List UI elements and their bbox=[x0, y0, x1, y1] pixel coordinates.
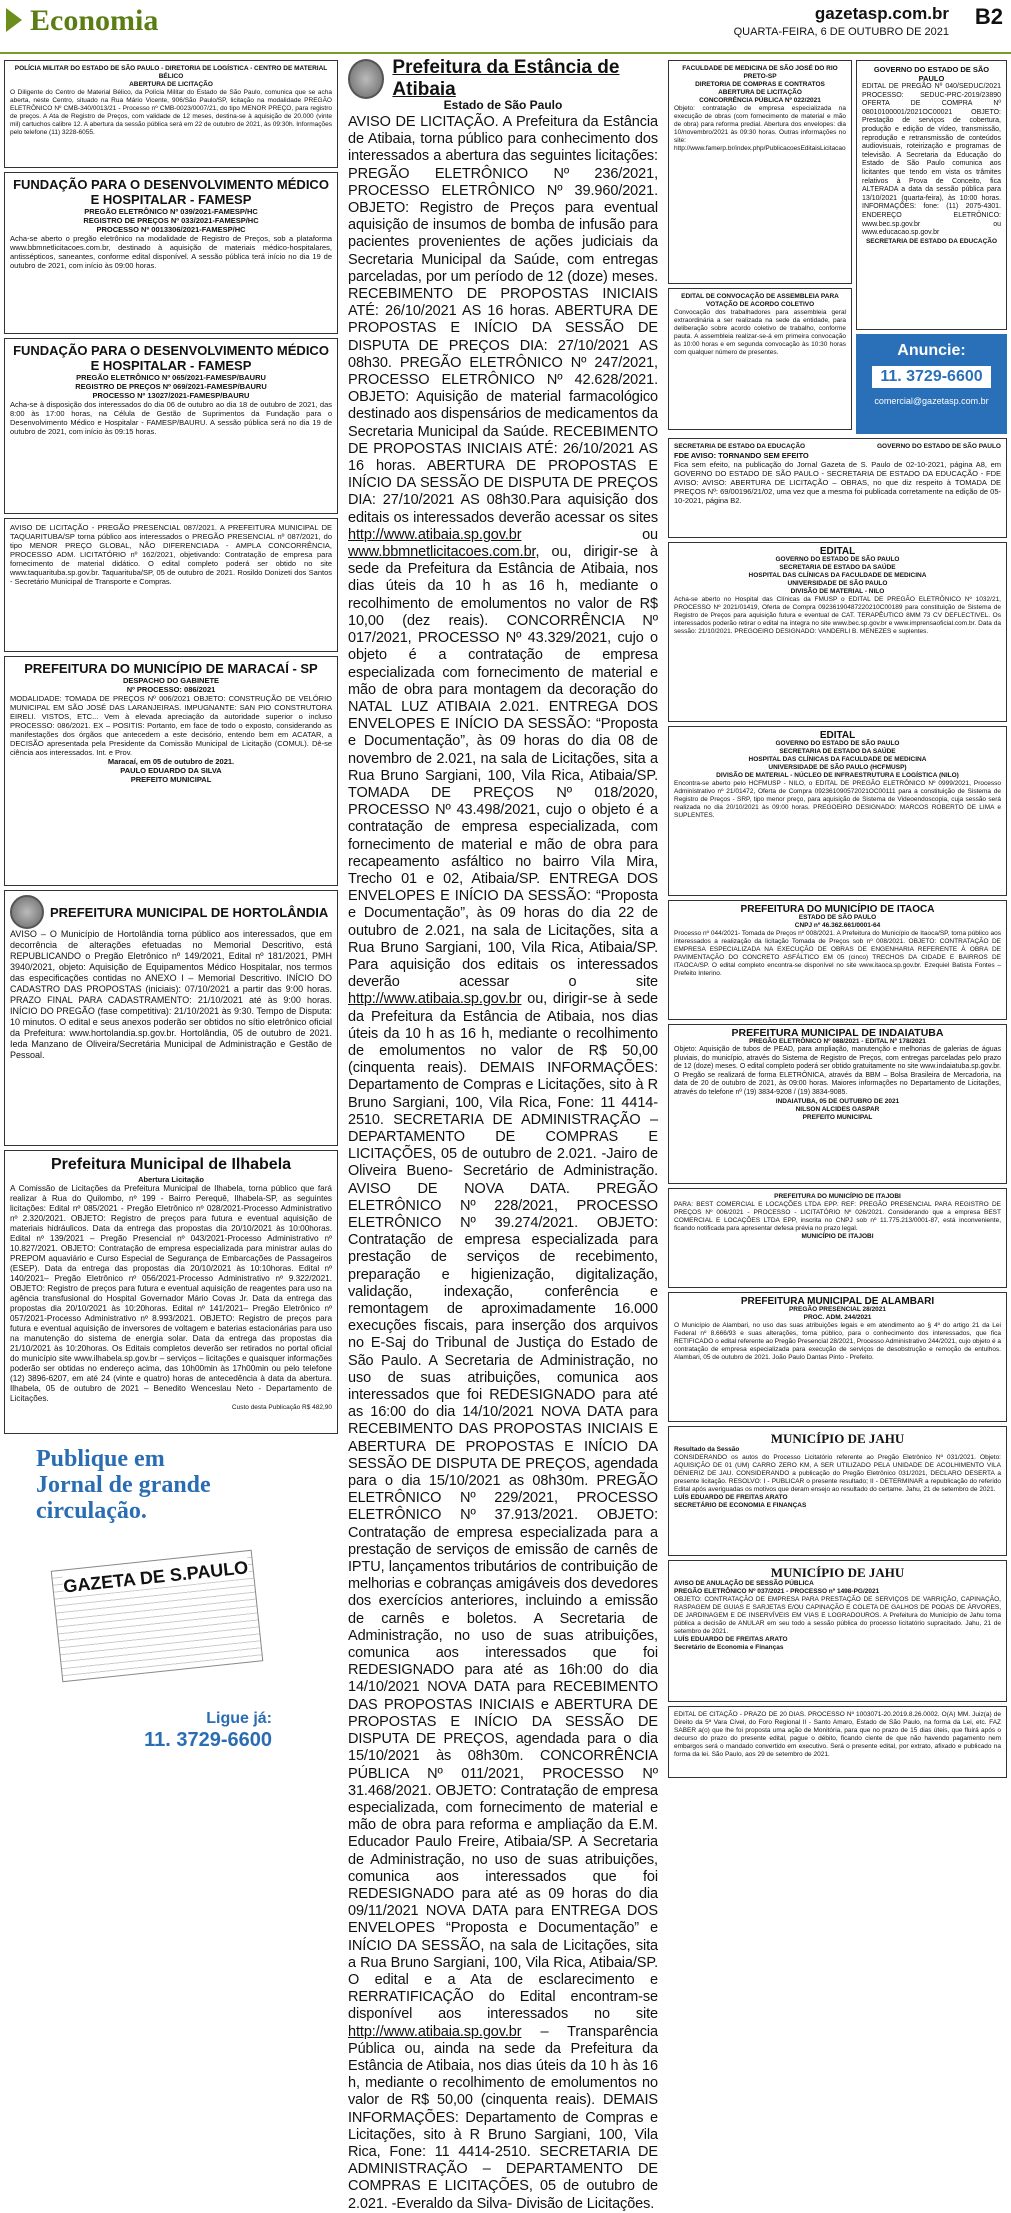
famesp-hc-body: Acha-se aberto o pregão eletrônico na modalidade de Registro de Preços, sob a plataforma www.bbmnetlicitacoes.com.br, destinado à aquisição de materiais médico-hospitalares, antissépticos, saneantes, conforme edital disponível. A sessão pública terá início no dia 19 de outubro de 2021, com início às 09:00 horas. bbox=[10, 234, 332, 270]
jahu1-title: MUNICÍPIO DE JAHU bbox=[770, 1431, 905, 1446]
hc-edital-2 bbox=[668, 726, 1007, 896]
assembly-body: Convocação dos trabalhadores para assembleia geral extraordinária a ser realizada na sede da entidade, para deliberação sobre acordo coletivo de trabalho, conforme pauta. A assembleia realizar-se-á em primeira convocação às 10:00 horas e em segunda convocação às 10:30 horas com qualquer número de presentes. bbox=[674, 309, 846, 356]
fde-h2: GOVERNO DO ESTADO DE SÃO PAULO bbox=[877, 443, 1001, 450]
famesp-bauru-notice bbox=[4, 338, 338, 514]
fde-notice bbox=[668, 438, 1007, 538]
atibaia-p1: AVISO DE LICITAÇÃO. A Prefeitura da Estância de Atibaia, torna público para conhecimento dos interessados a abertura das seguintes licitações: PREGÃO ELETRÔNICO Nº 236/2021, PROCESSO ELETRÔNICO Nº 39.960/2021. OBJETO: Registro de Preços para eventual aquisição de insumos de bomba de infusão para pacientes provenientes de ações judiciais da Secretaria Municipal da Saúde, com entregas parceladas, por um período de 12 (doze) meses. RECEBIMENTO DE PROPOSTAS INICIAIS ATÉ: 26/10/2021 AS 16 horas. ABERTURA DE PROPOSTAS E INÍCIO DA SESSÃO DE DISPUTA DE PREÇOS DIA: 27/10/2021 AS 08h30. PREGÃO ELETRÔNICO Nº 247/2021, PROCESSO ELETRÔNICO Nº 42.628/2021. OBJETO: Aquisição de material farmacológico destinado aos dispensários de medicamentos da Secretaria Municipal da Saúde. RECEBIMENTO DE PROPOSTAS INICIAIS ATÉ: 26/10/2021 AS 16 horas. ABERTURA DE PROPOSTAS E INÍCIO DA SESSÃO DE DISPUTA DE PREÇOS DIA: 27/10/2021 AS 08h30.Para aquisição dos editais os interessados deverão acessar os sites bbox=[348, 114, 658, 526]
jahu2-body: OBJETO: CONTRATAÇÃO DE EMPRESA PARA PRESTAÇÃO DE SERVIÇOS DE VARRIÇÃO, CAPINAÇÃO, RASPAGEM DE GUIAS E SARJETAS E/OU CAPINAÇÃO E COLETA DE GALHOS DE PODAS DE ÁRVORES, DE JARDINAGEM E DE INSERVÍVEIS EM VIAS E LOGRADOUROS. A Prefeitura do Município de Jahu torna pública a decisão de ANULAR em seu todo a sessão pública do processo licitatório supracitado. Jahu, 21 de setembro de 2021. bbox=[674, 1596, 1001, 1635]
hc1-t1: GOVERNO DO ESTADO DE SÃO PAULO bbox=[775, 556, 900, 563]
hortolandia-crest-icon bbox=[10, 895, 44, 929]
itajobi-sign: MUNICÍPIO DE ITAJOBI bbox=[801, 1233, 874, 1240]
ilhabela-body: A Comissão de Licitações da Prefeitura Municipal de Ilhabela, torna público que fará realizar à Rua do Quilombo, nº 199 - Bairro Perequê, Ilhabela-SP, as seguintes licitações: Edital nº 085/2021 - Pregão Eletrônico nº 028/2021-Processo Administrativo nº 2.320/2021. OBJETO: Registro de preços para futura e eventual aquisição de materiais hidráulicos. Data da entrega das propostas dia 20/10/2021 às 10:00horas. Edital nº 139/2021 – Pregão Presencial nº 043/2021-Processo Administrativo nº 10.827/2021. OBJETO: Contratação de empresa especializada para ministrar aulas do PREPOM aquaviário e Curso Especial de Segurança de Embarcações de Passageiros (ESEP). Data da entrega das propostas dia 20/10/2021 às 10:10horas. Edital nº 140/2021– Pregão Eletrônico nº 056/2021-Processo Administrativo nº 9.322/2021. OBJETO: Registro de preços para futura e eventual aquisição de reagentes para uso na agência transfusional do Hospital Governador Mário Covas Jr. Data da entrega das propostas dia 20/10/2021 às 10:20horas. Edital nº 141/2021– Pregão Eletrônico nº 057/2021-Processo Administrativo nº 8.993/2021. OBJETO: Registro de preços para futura e eventual aquisição de inversores de voltagem e baterias estacionárias para uso na manutenção do sistema de energia solar. Data da entrega das propostas dia 21/10/2021 às 10:20horas. Os Editais completos deverão ser retirados no portal oficial do município site www.ilhabela.sp.gov.br – serviços – licitações e quaisquer informações poderão ser obtidas no endereço acima, das 10h00min às 17h00min ou pelo telefone (12) 3896-6207, em até 24 (vinte e quatro) horas de antecedência à data da abertura. Ilhabela, 05 de outubro de 2021 – Benedito Wenceslau Neto - Departamento de Licitações. bbox=[10, 1184, 332, 1403]
alambari-body: O Município de Alambari, no uso das suas atribuições legais e em atendimento ao § 4º do artigo 21 da Lei Federal nº 8.666/93 e suas alterações, torna público, para o conhecimento dos interessados, que fica RETIFICADO o edital referente ao Pregão Presencial 28/2021, Processo Administrativo 244/2021, cujo objeto é a contratação de empresa especializada para execução de serviços de desobstrução e remoção de entulhos. Alambari, 05 de outubro de 2021. João Paulo Dantas Pinto - Prefeito. bbox=[674, 1322, 1001, 1361]
famesp-bauru-body: Acha-se à disposição dos interessados do dia 06 de outubro ao dia 18 de outubro de 2021, das 8:00 às 17:00 horas, na Célula de Gestão de Suprimentos da Fundação para o Desenvolvimento Médico e Hospitalar - FAMESP/BAURU. A sessão pública será no dia 19 de outubro de 2021, com início às 09:15 horas. bbox=[10, 400, 332, 436]
assembly-title: EDITAL DE CONVOCAÇÃO DE ASSEMBLEIA PARA VOTAÇÃO DE ACORDO COLETIVO bbox=[681, 293, 839, 308]
ilhabela-title: Prefeitura Municipal de Ilhabela bbox=[50, 1156, 292, 1173]
indaiatuba-date: INDAIATUBA, 05 DE OUTUBRO DE 2021 bbox=[775, 1097, 900, 1105]
hortolandia-body: AVISO – O Município de Hortolândia torna público aos interessados, que em decorrência de alterações efetuadas no Memorial Descritivo, está REPUBLICANDO o Pregão Eletrônico nº 149/2021, Edital nº 181/2021, PMH 3940/2021, objeto: Aquisição de Equipamentos Médico Hospitalar, nos termos das especificações contidas no ANEXO I – Memorial Descritivo. INÍCIO DO CADASTRO DAS PROPOSTAS (iniciais): 07/10/2021 a partir das 9:00 horas. PRAZO FINAL PARA CADASTRAMENTO: 21/10/2021 até às 9:00 horas. INÍCIO DO PREGÃO (fase competitiva): 21/10/2021 às 9:30. Tempo de Disputa: 10 minutos. O edital e seus anexos poderão ser obtidos no sítio eletrônico oficial da Prefeitura: www.hortolandia.sp.gov.br. Hortolândia, 05 de outubro de 2021. Ieda Manzano de Oliveira/Secretária Municipal de Administração e Gestão de Pessoal. bbox=[10, 929, 332, 1060]
ilhabela-sub: Abertura Licitação bbox=[138, 1175, 204, 1184]
page-header bbox=[0, 0, 1011, 54]
promo-line3: circulação. bbox=[36, 1498, 147, 1524]
atibaia-link3[interactable]: http://www.atibaia.sp.gov.br bbox=[348, 991, 522, 1008]
jahu-result-notice bbox=[668, 1426, 1007, 1556]
jahu1-sign2: SECRETÁRIO DE ECONOMIA E FINANÇAS bbox=[674, 1502, 807, 1509]
advertise-ad bbox=[856, 334, 1007, 434]
jahu-annul-notice bbox=[668, 1560, 1007, 1702]
indaiatuba-body: Objeto: Aquisição de tubos de PEAD, para ampliação, manutenção e melhorias de galerias de águas pluviais, do município, através do Sistema de Registro de Preços, com entregas parceladas pelo prazo de 12 (doze) meses. O edital completo poderá ser obtido gratuitamente no site www.indaiatuba.sp.gov.br. O Pregão se realizará de forma ELETRÔNICA, através da BBM – Bolsa Brasileira de Mercadoria, na data de 20 de outubro de 2021, às 09:00 horas. Maiores informações no Departamento de Licitações, através do telefone nº (19) 3834-9208 / (19) 3834-9085. bbox=[674, 1046, 1001, 1096]
ilhabela-notice bbox=[4, 1150, 338, 1434]
hc2-t4: UNIVERSIDADE DE SÃO PAULO (HCFMUSP) bbox=[768, 764, 907, 771]
itaoca-sub2: CNPJ nº 46.362.661/0001-64 bbox=[794, 922, 881, 929]
promo-text bbox=[36, 1446, 211, 1524]
itaoca-notice bbox=[668, 900, 1007, 1020]
maracai-sign2: PREFEITO MUNICIPAL bbox=[130, 775, 212, 784]
hc1-t2: SECRETARIA DE ESTADO DA SAÚDE bbox=[779, 564, 896, 571]
section-title: Economia bbox=[30, 4, 159, 37]
famesp-hc-sub3: PROCESSO Nº 0013306/2021-FAMESP/HC bbox=[96, 225, 246, 234]
section-arrow-icon bbox=[6, 8, 22, 32]
page-number: B2 bbox=[974, 4, 1003, 29]
hortolandia-notice bbox=[4, 890, 338, 1146]
itajobi-body: PARA: BEST COMERCIAL E LOCAÇÕES LTDA EPP. REF: PREGÃO PRESENCIAL PARA REGISTRO DE PREÇOS Nº 006/2021 - PROCESSO - LICITATÓRIO Nº 026/2021. Considerando que a empresa BEST COMERCIAL E LOCAÇÕES LTDA EPP, inscrita no CNPJ sob nº 11.775.213/0001-87, está inconveniente, ficando notificada para apresentar defesa prévia no prazo legal. bbox=[674, 1201, 1001, 1232]
taquarituba-body: AVISO DE LICITAÇÃO - PREGÃO PRESENCIAL 087/2021. A PREFEITURA MUNICIPAL DE TAQUARITUBA/SP torna público aos interessados o PREGÃO PRESENCIAL nº 087/2021, do tipo MENOR PREÇO GLOBAL, NÃO DIFERENCIADA - AMPLA CONCORRÊNCIA, PROCESSO ADM. LICITATÓRIO nº 162/2021, objetivando: Contratação de empresa para fornecimento de material didático. O edital completo poderá ser obtido no site www.taquarituba.sp.gov.br. Taquarituba/SP, 05 de outubro de 2021. Rosildo Donizeti dos Santos - Secretário Municipal de Transporte e Compras. bbox=[10, 523, 332, 586]
famesp-hc-notice bbox=[4, 172, 338, 334]
seduc-title: GOVERNO DO ESTADO DE SÃO PAULO bbox=[873, 65, 990, 83]
famesp-bauru-title: FUNDAÇÃO PARA O DESENVOLVIMENTO MÉDICO E HOSPITALAR - FAMESP bbox=[13, 343, 329, 373]
alambari-sub: PREGÃO PRESENCIAL 28/2021 bbox=[788, 1306, 887, 1313]
jahu2-sub2: PREGÃO ELETRÔNICO Nº 037/2021 - PROCESSO nº 1498-PG/2021 bbox=[674, 1588, 880, 1595]
assembly-notice bbox=[668, 288, 852, 430]
maracai-body: MODALIDADE: TOMADA DE PREÇOS Nº 006/2021 OBJETO: CONSTRUÇÃO DE VELÓRIO MUNICIPAL EM SÃO JOSÉ DAS LARANJEIRAS. IMPUGNANTE: SAN PIO CONSTRUTORA EIRELI. VISTOS, ETC... Vem à elevada apreciação da autoridade superior o incluso PROCESSO: 086/2021. EX – POSITIS: Portanto, em face de todo o exposto, considerando as manifestações dos órgãos que antecedem a este decisório, entendo bem em ACATAR, a DECISÃO apresentada pela Presidente da Comissão Municipal de Licitação (COMUL). Dê-se ciência aos interessados. Int. e Prov. bbox=[10, 694, 332, 757]
advertise-email: comercial@gazetasp.com.br bbox=[874, 396, 989, 406]
atibaia-body bbox=[348, 114, 658, 2213]
fde-body: Fica sem efeito, na publicação do Jornal Gazeta de S. Paulo de 02-10-2021, página A8, em GOVERNO DO ESTADO DE SÃO PAULO - SECRETARIA DE ESTADO DA EDUCAÇÃO - FDE AVISO: AVISO: ABERTURA DE LICITAÇÃO – OBRAS, no que diz respeito à TOMADA DE PREÇOS Nº: 69/00196/21/02, uma vez que a mesma foi publicada corretamente na edição de 05-10-2021, página B2. bbox=[674, 460, 1001, 505]
indaiatuba-sub: PREGÃO ELETRÔNICO Nº 088/2021 - EDITAL Nº 178/2021 bbox=[749, 1038, 926, 1045]
famerp-title: FACULDADE DE MEDICINA DE SÃO JOSÉ DO RIO PRETO-SP bbox=[682, 65, 838, 80]
hc-edital-1 bbox=[668, 542, 1007, 722]
famerp-sub: DIRETORIA DE COMPRAS E CONTRATOS bbox=[695, 81, 825, 88]
pm-body: O Diligente do Centro de Material Bélico, da Polícia Militar do Estado de São Paulo, comunica que se acha aberta, neste Centro, situado na Rua Mário Vicente, 906/São Paulo/SP, licitação na modalidade PREGÃO ELETRÔNICO Nº CMB-340/0013/21 - Processo nº CMB-0023/0007/21, do tipo MENOR PREÇO, para registro de preços. A Ata de Registro de Preços, com validade de 12 meses, destina-se à aquisição de 20.000 (vinte mil) cartuchos calibre 12. A abertura da sessão pública será em 22 de outubro de 2021, às 09:30h. Informações pelo telefone (11) 3228-6055. bbox=[10, 89, 332, 136]
atibaia-title: Prefeitura da Estância de Atibaia bbox=[392, 57, 620, 100]
fde-h1: SECRETARIA DE ESTADO DA EDUCAÇÃO bbox=[674, 443, 806, 450]
itaoca-sub: ESTADO DE SÃO PAULO bbox=[798, 914, 877, 921]
famesp-hc-sub1: PREGÃO ELETRÔNICO Nº 039/2021-FAMESP/HC bbox=[84, 207, 258, 216]
atibaia-p3: ou, dirigir-se à sede da Prefeitura da Estância de Atibaia, nos dias úteis da 10 h as 16 h, mediante o recolhimento de emolumentos no valor de R$ 50,00 (cinquenta reais). DEMAIS INFORMAÇÕES: Departamento de Compras e Licitações, sito à R Bruno Sargiani, 100, Vila Rica, Fone: 11 4414-2510. SECRETARIA DE ADMINISTRAÇÃO – DEPARTAMENTO DE COMPRAS E LICITAÇÕES, 05 de outubro de 2.021. -Jairo de Oliveira Bueno- Secretário de Administração. AVISO DE NOVA DATA. PREGÃO ELETRÔNICO Nº 228/2021, PROCESSO ELETRÔNICO Nº 39.274/2021. OBJETO: Contratação de empresa especializada para prestação de serviços de recebimento, preparação e higienização, digitalização, validação, indexação, conferência e remontagem de aproximadamente 16.000 execuções fiscais, para inserção dos arquivos no E-Saj do Tribunal de Justiça do Estado de São Paulo. A Secretaria de Administração, no uso de suas atribuições, comunica aos interessados que foi REDESIGNADO para até as 16:00 do dia 14/10/2021 NOVA DATA para RECEBIMENTO DAS PROPOSTAS INICIAIS E ABERTURA DE PROPOSTAS E INÍCIO DA SESSÃO DE DISPUTA DE PREÇOS, agendada para o dia 15/10/2021 as 08h30m. PREGÃO ELETRÔNICO Nº 229/2021, PROCESSO ELETRÔNICO Nº 37.913/2021. OBJETO: Contratação de empresa especializada para a prestação de serviços de emissão de carnês de IPTU, lançamentos tributários de contribuição de melhorias e cobranças amigáveis dos devedores dos exercícios anteriores, incluindo a emissão de carnês e boletos. A Secretaria de Administração, no uso de suas atribuições, comunica aos interessados que foi REDESIGNADO para até as 16h:00 do dia 14/10/2021 NOVA DATA para RECEBIMENTO DAS PROPOSTAS INICIAIS e ABERTURA DE PROPOSTAS E INÍCIO DA SESSÃO DE DISPUTA DE PREÇOS, agendada para o dia 15/10/2021 às 08h30m. CONCORRÊNCIA PÚBLICA Nº 011/2021, PROCESSO Nº 31.468/2021. OBJETO: Contratação de empresa especializada, com fornecimento de material e mão de obra para reforma e ampliação da E.M. Educador Paulo Freire, Atibaia/SP. A Secretaria de Administração, no uso de suas atribuições, comunica aos interessados que foi REDESIGNADO para até as 09 horas do dia 09/11/2021 NOVA DATA para ENTREGA DOS ENVELOPES “Proposta e Documentação” e INÍCIO DA SESSÃO, na sala de Licitações, sita a Rua Bruno Sargiani, 100, Vila Rica, Atibaia/SP. O edital e a Ata de esclarecimento e RERRATIFICAÇÃO do Edital encontram-se disponível aos interessados no site bbox=[348, 991, 658, 2023]
alambari-notice bbox=[668, 1292, 1007, 1422]
hc1-body: Acha-se aberto no Hospital das Clínicas da FMUSP o EDITAL DE PREGÃO ELETRÔNICO Nº 1032/21, PROCESSO Nº 2021/01419, Oferta de Compra 09236190487220210C00189 para constituição de Sistema de Registro de Preços para aquisição futura e eventual de CAT. TERAPÊUTICO 8MM 73 CV DEFLECTIVEL. Os interessados poderão retirar o edital na íntegra no site www.bec.sp.gov.br e www.imprensaoficial.com.br. Data da sessão: 21/10/2021. PREGOEIRO DESIGNADO: VANDERLI B. MENEZES e suplentes. bbox=[674, 596, 1001, 635]
hc2-body: Encontra-se aberto pelo HCFMUSP - NILO, o EDITAL DE PREGÃO ELETRÔNICO Nº 0999/2021, Processo Administrativo nº 21/01472, Oferta de Compra 092361090572021OC00111 para a constituição de Sistema de Registro de Preços - SRP, tipo menor preço, para aquisição de Sistema de Videoendoscopia, cuja sessão será realizada no dia 20/10/2021 às 09:00 horas. PREGOEIRO DESIGNADO: MARCOS ROBERTO DE LIMA e SUPLENTES. bbox=[674, 780, 1001, 819]
jahu1-sub: Resultado da Sessão bbox=[674, 1446, 740, 1453]
promo-phone: 11. 3729-6600 bbox=[144, 1729, 272, 1751]
atibaia-p4: – Transparência Pública ou, ainda na sede da Prefeitura da Estância de Atibaia, nos dias úteis da 10 h às 16 h, mediante o recolhimento de emolumentos no valor de R$ 50,00 (cinquenta reais). DEMAIS INFORMAÇÕES: Departamento de Compras e Licitações, sito à R Bruno Sargiani, 100, Vila Rica, Fone: 11 4414-2510. SECRETARIA DE ADMINISTRAÇÃO – DEPARTAMENTO DE COMPRAS E LICITAÇÕES, 05 de outubro de 2.021. -Everaldo da Silva- Divisão de Licitações. bbox=[348, 2023, 658, 2212]
itaoca-title: PREFEITURA DO MUNICÍPIO DE ITAOCA bbox=[740, 904, 935, 915]
maracai-sub1: DESPACHO DO GABINETE bbox=[122, 676, 220, 685]
taquarituba-notice bbox=[4, 518, 338, 652]
hc1-t3: HOSPITAL DAS CLÍNICAS DA FACULDADE DE MEDICINA bbox=[748, 572, 927, 579]
atibaia-link1[interactable]: http://www.atibaia.sp.gov.br bbox=[348, 526, 522, 543]
advertise-phone: 11. 3729-6600 bbox=[872, 366, 990, 388]
pm-title: POLÍCIA MILITAR DO ESTADO DE SÃO PAULO - DIRETORIA DE LOGÍSTICA - CENTRO DE MATERIAL BÉLICO bbox=[14, 65, 328, 80]
jahu1-sign1: LUÍS EDUARDO DE FREITAS ARATO bbox=[674, 1494, 788, 1501]
itaoca-body: Processo nº 044/2021- Tomada de Preços nº 008/2021. A Prefeitura do Município de Itaoca/SP, torna público aos interessados a realização da licitação Tomada de Preços sob nº 008/2021. OBJETO: CONTRATAÇÃO DE EMPRESA ESPECIALIZADA NA EXECUÇÃO DE OBRAS DE ENGENHARIA REFERENTE À OBRA DE PAVIMENTAÇÃO DO CONCRETO ASFÁLTICO EM 05 (cinco) TRECHOS DA CIDADE E BAIRROS DE ITAOCA/SP. O edital completo encontra-se disponível no site www.itaoca.sp.gov.br. Ezequiel Batista Fontes – Prefeito Interino. bbox=[674, 930, 1001, 977]
newspaper-icon bbox=[51, 1550, 264, 1683]
famesp-hc-sub2: REGISTRO DE PREÇOS Nº 033/2021-FAMESP/HC bbox=[83, 216, 259, 225]
hortolandia-head bbox=[10, 895, 332, 929]
atibaia-notice bbox=[344, 57, 662, 2212]
famerp-body: Objeto: contratação de empresa especializada na execução de obras (com fornecimento de material e mão de obra) para reforma predial. Abertura dos envelopes: dia 10/novembro/2021 às 09:30 horas. Outras informações no site: http://www.famerp.br/index.php/PublicacoesEditaisLicitacao bbox=[674, 105, 846, 152]
pm-sub: ABERTURA DE LICITAÇÃO bbox=[129, 81, 213, 88]
itajobi-title: PREFEITURA DO MUNICÍPIO DE ITAJOBI bbox=[774, 1193, 901, 1200]
maracai-sub2: Nº PROCESSO: 086/2021 bbox=[126, 685, 216, 694]
atibaia-crest-icon bbox=[348, 59, 384, 99]
indaiatuba-sign2: PREFEITO MUNICIPAL bbox=[802, 1113, 873, 1121]
jahu2-sign2: Secretário de Economia e Finanças bbox=[674, 1644, 784, 1651]
atibaia-sub: Estado de São Paulo bbox=[443, 98, 563, 112]
hortolandia-title: PREFEITURA MUNICIPAL DE HORTOLÂNDIA bbox=[50, 904, 329, 920]
pm-notice bbox=[4, 60, 338, 168]
hc1-t5: DIVISÃO DE MATERIAL - NILO bbox=[790, 588, 885, 595]
citation-notice bbox=[668, 1706, 1007, 1778]
site-name: gazetasp.com.br bbox=[814, 4, 949, 23]
fde-head bbox=[674, 443, 1001, 451]
ilhabela-cost: Custo desta Publicação R$ 482,90 bbox=[231, 1404, 332, 1411]
hc2-t5: DIVISÃO DE MATERIAL - NÚCLEO DE INFRAESTRUTURA E LOGÍSTICA (NILO) bbox=[716, 772, 959, 779]
seduc-foot: SECRETARIA DE ESTADO DA EDUCAÇÃO bbox=[865, 237, 998, 245]
alambari-sub2: PROC. ADM. 244/2021 bbox=[803, 1314, 872, 1321]
itajobi-notice bbox=[668, 1188, 1007, 1288]
citation-body: EDITAL DE CITAÇÃO - PRAZO DE 20 DIAS. PROCESSO Nº 1003071-20.2019.8.26.0002. O(A) MM. Juiz(a) de Direito da 5ª Vara Cível, do Foro Regional II - Santo Amaro, Estado de São Paulo, na forma da Lei, etc. FAZ SABER a(o) que lhe foi proposta uma ação de Monitória, para que no prazo de 15 dias úteis, que fluirá após o decurso do prazo do presente edital, pague o débito, ficando ciente de que não havendo pagamento nem embargos será o mandado convertido em executivo. Será o presente edital, por extrato, afixado e publicado na forma da lei. São Paulo, aos 29 de setembro de 2021. bbox=[674, 1711, 1001, 1758]
hc2-t3: HOSPITAL DAS CLÍNICAS DA FACULDADE DE MEDICINA bbox=[748, 756, 927, 763]
indaiatuba-sign1: NILSON ALCIDES GASPAR bbox=[795, 1105, 880, 1113]
seduc-notice bbox=[856, 60, 1007, 330]
famerp-sub2: ABERTURA DE LICITAÇÃO bbox=[718, 89, 802, 96]
hc1-label: EDITAL bbox=[819, 546, 856, 557]
famesp-bauru-sub1: PREGÃO ELETRÔNICO Nº 065/2021-FAMESP/BAURU bbox=[76, 373, 266, 382]
hc1-t4: UNIVERSIDADE DE SÃO PAULO bbox=[787, 580, 888, 587]
jahu2-sign1: LUÍS EDUARDO DE FREITAS ARATO bbox=[674, 1636, 788, 1643]
famesp-bauru-sub2: REGISTRO DE PREÇOS Nº 069/2021-FAMESP/BAURU bbox=[75, 382, 267, 391]
jahu1-body: CONSIDERANDO os autos do Processo Licitatório referente ao Pregão Eletrônico Nº 031/2021. Objeto: AQUISIÇÃO DE 01 (UM) CARRO ZERO KM, A SER UTILIZADO PELA UNIDADE DE ACOLHIMENTO VILA DENIERIZ DE JAU. CONSIDERANDO a publicação do Pregão Eletrônico 031/2021, DECLARO DESERTA a presente licitação. RESOLVO: I - PUBLICAR o presente resultado; II - DETERMINAR a republicação do referido Edital após averiguadas os motivos que deram ensejo ao resultado do certame. Jahu, 21 de setembro de 2021. bbox=[674, 1454, 1001, 1493]
atibaia-link4[interactable]: http://www.atibaia.sp.gov.br bbox=[348, 2023, 522, 2040]
fde-title: FDE AVISO: TORNANDO SEM EFEITO bbox=[674, 451, 809, 460]
edition-date: QUARTA-FEIRA, 6 DE OUTUBRO DE 2021 bbox=[733, 26, 949, 38]
maracai-title: PREFEITURA DO MUNICÍPIO DE MARACAÍ - SP bbox=[24, 661, 318, 676]
promo-ad bbox=[26, 1440, 312, 1758]
maracai-date: Maracaí, em 05 de outubro de 2021. bbox=[107, 757, 235, 766]
advertise-label: Anuncie: bbox=[897, 342, 966, 359]
indaiatuba-notice bbox=[668, 1024, 1007, 1184]
promo-line2: Jornal de grande bbox=[36, 1472, 211, 1498]
hc2-label: EDITAL bbox=[819, 730, 856, 741]
newspaper-masthead: GAZETA DE S.PAULO bbox=[62, 1557, 250, 1597]
hc2-t2: SECRETARIA DE ESTADO DA SAÚDE bbox=[779, 748, 896, 755]
promo-line1: Publique em bbox=[36, 1446, 165, 1472]
atibaia-or: ou bbox=[521, 526, 658, 543]
promo-ligue: Ligue já: bbox=[206, 1710, 272, 1727]
indaiatuba-title: PREFEITURA MUNICIPAL DE INDAIATUBA bbox=[731, 1027, 944, 1039]
famerp-sub3: CONCORRÊNCIA PÚBLICA Nº 022/2021 bbox=[699, 97, 821, 104]
atibaia-link2[interactable]: www.bbmnetlicitacoes.com.br bbox=[348, 544, 536, 561]
hc2-t1: GOVERNO DO ESTADO DE SÃO PAULO bbox=[775, 740, 900, 747]
famesp-bauru-sub3: PROCESSO Nº 13027/2021-FAMESP/BAURU bbox=[92, 391, 250, 400]
maracai-notice bbox=[4, 656, 338, 886]
atibaia-p2: , ou, dirigir-se à sede da Prefeitura da Estância de Atibaia, nos dias úteis da 10 h as 16 h, mediante o recolhimento de emolumentos no valor de R$ 10,00 (dez reais). CONCORRÊNCIA Nº 017/2021, PROCESSO Nº 43.329/2021, cujo o objeto é a contratação de empresa especializada com fornecimento de material e mão de obra para montagem da decoração do NATAL LUZ ATIBAIA 2.021. ENTREGA DOS ENVELOPES E INÍCIO DA SESSÃO: “Proposta e Documentação”, às 09 horas do dia 08 de novembro de 2.021, na sala de Licitações, sita a Rua Bruno Sargiani, 100, Vila Rica, Atibaia/SP. TOMADA DE PREÇOS Nº 018/2020, PROCESSO Nº 43.498/2021, cujo o objeto é a contratação de empresa especializada, com fornecimento de material e mão de obra para recapeamento asfáltico no bairro Vila Mira, Trecho 01 e 02, Atibaia/SP. ENTREGA DOS ENVELOPES E INÍCIO DA SESSÃO: “Proposta e Documentação”, às 09 horas do dia 22 de outubro de 2.021, na sala de Licitações, sita a Rua Bruno Sargiani, 100, Vila Rica, Atibaia/SP. Para aquisição dos editais os interessados deverão acessar o site bbox=[348, 544, 658, 991]
atibaia-head bbox=[348, 57, 658, 100]
famesp-hc-title: FUNDAÇÃO PARA O DESENVOLVIMENTO MÉDICO E HOSPITALAR - FAMESP bbox=[13, 177, 329, 207]
alambari-title: PREFEITURA MUNICIPAL DE ALAMBARI bbox=[740, 1296, 935, 1307]
seduc-body: EDITAL DE PREGÃO Nº 040/SEDUC/2021 PROCESSO: SEDUC-PRC-2019/23890 OFERTA DE COMPRA Nº 08010100001/2021OC00021 OBJETO: Prestação de serviços de cobertura, produção e edição de vídeo, transmissão, reprodução e retransmissão de conteúdos audiovisuais, roteirização e programas de televisão. A Secretaria da Educação do Estado de São Paulo comunica aos licitantes que tendo em vista os trâmites relativos à Prova de Conceito, fica ALTERADA a data da sessão pública para 13/10/2021 (quarta-feira), às 10:00 horas. INFORMAÇÕES: fone: (11) 2075-4301. ENDEREÇO ELETRÔNICO: www.bec.sp.gov.br ou www.educacao.sp.gov.br bbox=[862, 83, 1001, 237]
jahu2-sub: AVISO DE ANULAÇÃO DE SESSÃO PÚBLICA bbox=[674, 1580, 814, 1587]
famerp-notice bbox=[668, 60, 852, 284]
jahu2-title: MUNICÍPIO DE JAHU bbox=[770, 1565, 905, 1580]
maracai-sign1: PAULO EDUARDO DA SILVA bbox=[120, 766, 222, 775]
